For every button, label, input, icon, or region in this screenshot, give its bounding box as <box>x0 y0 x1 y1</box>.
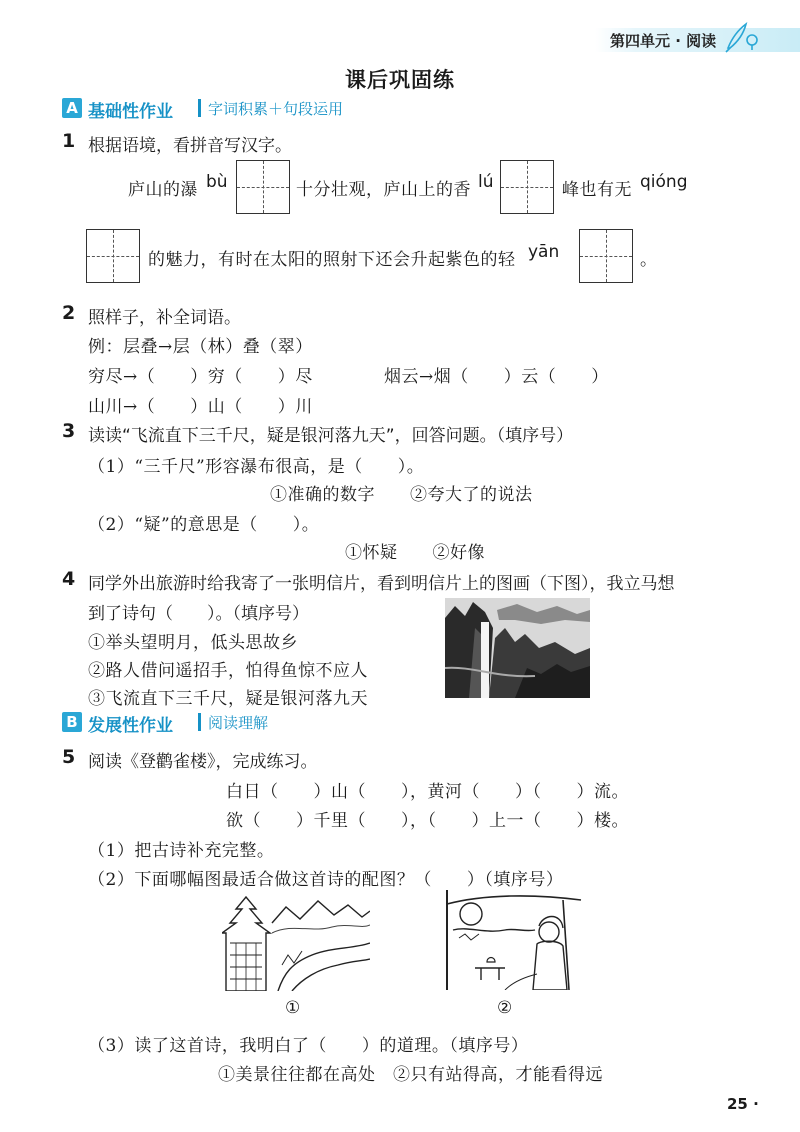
q5-sub1: （1）把古诗补充完整。 <box>88 841 275 861</box>
q4-stem: 同学外出旅游时给我寄了一张明信片，看到明信片上的图画（下图），我立马想 <box>88 574 675 594</box>
q3-sub1[interactable]: （1）“三千尺”形容瀑布很高，是（ ）。 <box>88 457 425 477</box>
section-a-badge: A <box>62 98 82 118</box>
pagoda-river-illustration <box>222 893 370 991</box>
q1-stem: 根据语境，看拼音写汉字。 <box>88 136 292 156</box>
q1-pinyin-3: qióng <box>640 172 688 192</box>
q4-number: 4 <box>62 568 76 590</box>
feather-pen-icon <box>722 20 762 54</box>
q3-number: 3 <box>62 420 76 442</box>
q1-line2-b: 。 <box>640 250 658 270</box>
q3-stem: 读读“飞流直下三千尺，疑是银河落九天”，回答问题。（填序号） <box>88 426 574 446</box>
q5-picture-1-label[interactable]: ① <box>285 998 301 1018</box>
section-b-separator <box>198 713 201 731</box>
q4-option-2: ②路人借问遥招手，怕得鱼惊不应人 <box>88 661 368 681</box>
q5-poem-line-2[interactable]: 欲（ ）千里（ ），（ ）上一（ ）楼。 <box>226 811 629 831</box>
unit-label: 第四单元 · 阅读 <box>610 32 717 50</box>
q2-item-2[interactable]: 烟云→烟（ ）云（ ） <box>384 367 609 387</box>
q1-answer-box-4[interactable] <box>579 229 633 283</box>
q1-pinyin-2: lú <box>478 172 494 192</box>
q2-stem: 照样子，补全词语。 <box>88 308 241 328</box>
q4-option-3: ③飞流直下三千尺，疑是银河落九天 <box>88 689 368 709</box>
q1-answer-box-3[interactable] <box>86 229 140 283</box>
q1-number: 1 <box>62 130 76 152</box>
q5-sub2[interactable]: （2）下面哪幅图最适合做这首诗的配图？（ ）（填序号） <box>88 870 564 890</box>
section-a-title: 基础性作业 <box>88 102 173 122</box>
section-b-subtitle: 阅读理解 <box>208 714 269 732</box>
q5-sub3[interactable]: （3）读了这首诗，我明白了（ ）的道理。（填序号） <box>88 1036 529 1056</box>
q2-example: 例：层叠→层（林）叠（翠） <box>88 337 313 357</box>
page-number: 25 · <box>727 1095 759 1113</box>
q3-sub2-options: ①怀疑 ②好像 <box>345 543 485 563</box>
page-title: 课后巩固练 <box>345 67 455 92</box>
q5-picture-2-label[interactable]: ② <box>497 998 513 1018</box>
q4-option-1: ①举头望明月，低头思故乡 <box>88 633 298 653</box>
q1-line1-c: 峰也有无 <box>562 180 632 200</box>
section-b-title: 发展性作业 <box>88 716 173 736</box>
q1-line1-a: 庐山的瀑 <box>128 180 198 200</box>
section-b-badge: B <box>62 712 82 732</box>
q4-stem-2[interactable]: 到了诗句（ ）。（填序号） <box>88 604 309 624</box>
q2-item-1[interactable]: 穷尽→（ ）穷（ ）尽 <box>88 367 313 387</box>
q1-pinyin-1: bù <box>206 172 228 192</box>
q5-number: 5 <box>62 746 76 768</box>
section-a-separator <box>198 99 201 117</box>
q2-number: 2 <box>62 302 76 324</box>
q1-answer-box-2[interactable] <box>500 160 554 214</box>
waterfall-postcard-image <box>445 598 590 698</box>
q5-poem-line-1[interactable]: 白日（ ）山（ ），黄河（ ）（ ）流。 <box>226 782 629 802</box>
q2-item-3[interactable]: 山川→（ ）山（ ）川 <box>88 397 313 417</box>
q1-pinyin-4: yān <box>528 242 560 262</box>
section-a-subtitle: 字词积累＋句段运用 <box>208 100 344 118</box>
q5-stem: 阅读《登鹳雀楼》，完成练习。 <box>88 752 318 772</box>
q3-sub1-options: ①准确的数字 ②夸大了的说法 <box>270 485 533 505</box>
moon-window-illustration <box>445 890 583 990</box>
q1-line1-b: 十分壮观，庐山上的香 <box>296 180 471 200</box>
q1-answer-box-1[interactable] <box>236 160 290 214</box>
q5-sub3-options: ①美景往往都在高处 ②只有站得高，才能看得远 <box>218 1065 603 1085</box>
q1-line2-a: 的魅力，有时在太阳的照射下还会升起紫色的轻 <box>148 250 516 270</box>
q3-sub2[interactable]: （2）“疑”的意思是（ ）。 <box>88 515 320 535</box>
